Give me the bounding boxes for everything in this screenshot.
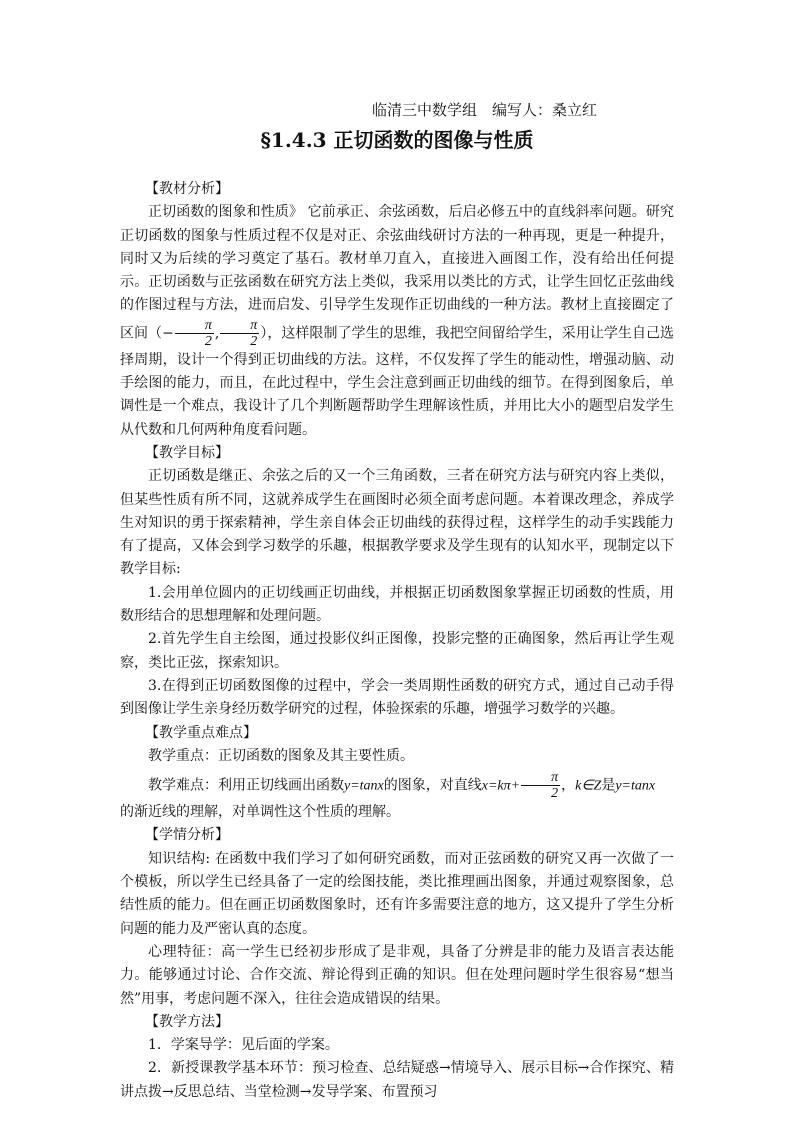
method-item-1: 1．学案导学：见后面的学案。: [148, 1037, 339, 1054]
key-difficulty-continued: 的渐近线的理解，对单调性这个性质的理解。: [120, 804, 400, 821]
fraction-numerator: π: [521, 770, 560, 786]
goal-item-1: 1.会用单位圆内的正切线画正切曲线，并根据正切函数图象掌握正切函数的性质，用数形结合的思想理解和处理问题。: [120, 584, 674, 625]
asymptote-expression: x=kπ+: [481, 778, 521, 794]
analysis-paragraph: [120, 201, 674, 442]
students-psychology: 心理特征：高一学生已经初步形成了是非观，具备了分辨是非的能力及语言表达能力。能够通过讨论、合作交流、辩论得到正确的知识。但在处理问题时学生很容易“想当然”用事，考虑问题不深入，往往会造成错误的结果。: [120, 943, 674, 1007]
goal-item-3: 3.在得到正切函数图像的过程中，学会一类周期性函数的研究方式，通过自己动手得到图像让学生亲身经历数学研究的过程，体验探索的乐趣，增强学习数学的兴趣。: [120, 677, 674, 718]
page-title: §1.4.3 正切函数的图像与性质: [260, 128, 534, 152]
section-heading-methods: 【教学方法】: [145, 1013, 229, 1030]
function-expression: y=tanx: [615, 778, 656, 794]
k-in-z: k∈Z: [575, 778, 602, 794]
interval-fraction-left: [175, 318, 214, 349]
section-heading-students: 【学情分析】: [145, 827, 229, 844]
fraction-denominator: 2: [551, 786, 559, 802]
analysis-text-a: 正切函数的图象和性质》 它前承正、余弦函数，后启必修五中的直线斜率问题。研究正切函数的图象与性质过程不仅是对正、余弦曲线研讨方法的一种再现，更是一种提升，同时又为后续的学习奠定了基石。教材单刀直入，直接进入画图工作，没有给出任何提示。正切函数与正弦函数在研究方法上类似，我采用以类比的方式，让学生回忆正弦曲线的作图过程与方法，进而启发、引导学生发现作正切曲线的一种方法。教材上直接圈定了区间（: [120, 204, 674, 342]
document-body: [120, 178, 674, 1104]
key-focus: 教学重点：正切函数的图象及其主要性质。: [148, 747, 414, 764]
fraction-numerator: π: [220, 318, 259, 334]
interval-minus: −: [162, 325, 174, 342]
key-difficulty-text-c: ，: [561, 777, 576, 794]
analysis-text-b: ），这样限制了学生的思维，我把空间留给学生，采用让学生自己选择周期，设计一个得到正切曲线的方法。这样，不仅发挥了学生的能动性，增强动脑、动手绘图的能力，而且，在此过程中，学生会注意到画正切曲线的细节。在得到图象后，单调性是一个难点，我设计了几个判断题帮助学生理解该性质，并用比大小的题型启发学生从代数和几何两种角度看问题。: [120, 325, 675, 438]
goals-paragraph: 正切函数是继正、余弦之后的又一个三角函数，三者在研究方法与研究内容上类似，但某些性质有所不同，这就养成学生在画图时必须全面考虑问题。本着课改理念，养成学生对知识的勇于探索精神，学生亲自体会正切曲线的获得过程，这样学生的动手实践能力有了提高，又体会到学习数学的乐趣，根据教学要求及学生现有的认知水平，现制定以下教学目标:: [120, 468, 674, 578]
key-difficulty-text-a: 教学难点：利用正切线画出函数: [148, 777, 344, 794]
asymptote-fraction: [521, 770, 560, 801]
goal-item-2: 2.首先学生自主绘图，通过投影仪纠正图像，投影完整的正确图象，然后再让学生观察，类比正弦，探索知识。: [120, 631, 674, 671]
interval-fraction-right: [220, 318, 259, 349]
key-difficulty-text-d: 是: [601, 777, 616, 794]
author-header: 临清三中数学组 编写人：桑立红: [372, 101, 598, 119]
fraction-numerator: π: [175, 318, 214, 334]
students-knowledge: 知识结构: 在函数中我们学习了如何研究函数，而对正弦函数的研究又再一次做了一个模板，所以学生已经具备了一定的绘图技能，类比推理画出图象，并通过观察图象，总结性质的能力。但在画正切函数图象时，还有许多需要注意的地方，这又提升了学生分析问题的能力及严密认真的态度。: [120, 850, 674, 937]
section-heading-goals: 【教学目标】: [145, 444, 229, 461]
method-item-2: 2．新授课教学基本环节：预习检查、总结疑惑→情境导入、展示目标→合作探究、精讲点拨→反思总结、当堂检测→发导学案、布置预习: [120, 1060, 674, 1100]
function-expression: y=tanx: [344, 778, 384, 794]
section-heading-key-points: 【教学重点难点】: [145, 724, 257, 741]
fraction-denominator: 2: [250, 333, 258, 349]
fraction-denominator: 2: [204, 333, 212, 349]
section-heading-analysis: 【教材分析】: [145, 181, 229, 197]
key-difficulty: [120, 770, 674, 801]
key-difficulty-text-b: 的图象，对直线: [383, 777, 482, 794]
interval-comma: ,: [214, 325, 220, 342]
